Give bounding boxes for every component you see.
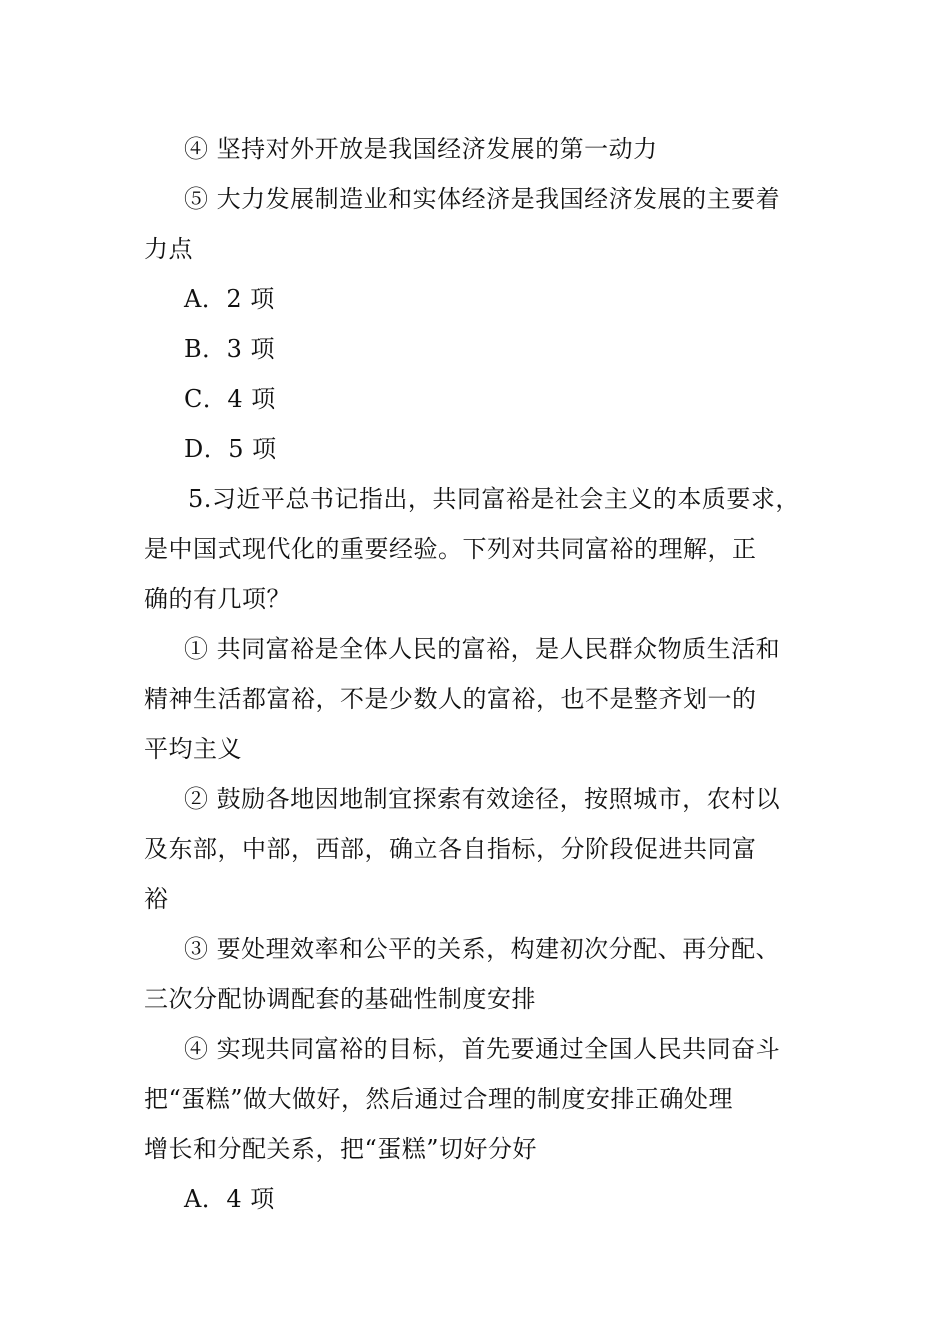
- q4-option-d: D．5 项: [184, 435, 277, 463]
- q5-item-2: ② 鼓励各地因地制宜探索有效途径，按照城市，农村以 及东部，中部，西部，确立各自指标，分阶段促进共同富 裕: [144, 785, 781, 913]
- q4-item-4: ④ 坚持对外开放是我国经济发展的第一动力: [184, 135, 658, 163]
- q4-option-a: A．2 项: [184, 285, 275, 313]
- q4-option-b: B．3 项: [184, 335, 276, 363]
- q5-item-1: ① 共同富裕是全体人民的富裕，是人民群众物质生活和 精神生活都富裕，不是少数人的富裕，也不是整齐划一的 平均主义: [144, 635, 781, 763]
- q5-item-3: ③ 要处理效率和公平的关系，构建初次分配、再分配、 三次分配协调配套的基础性制度安排: [144, 935, 781, 1013]
- q5-option-a: A．4 项: [184, 1185, 275, 1213]
- q5-stem: 5.习近平总书记指出，共同富裕是社会主义的本质要求， 是中国式现代化的重要经验。下列对共同富裕的理解，正 确的有几项？: [144, 485, 800, 613]
- q5-item-4: ④ 实现共同富裕的目标，首先要通过全国人民共同奋斗 把“蛋糕”做大做好，然后通过合理的制度安排正确处理 增长和分配关系，把“蛋糕”切好分好: [144, 1035, 781, 1163]
- q4-option-c: C．4 项: [184, 385, 276, 413]
- q4-item-5: ⑤ 大力发展制造业和实体经济是我国经济发展的主要着 力点: [144, 185, 781, 263]
